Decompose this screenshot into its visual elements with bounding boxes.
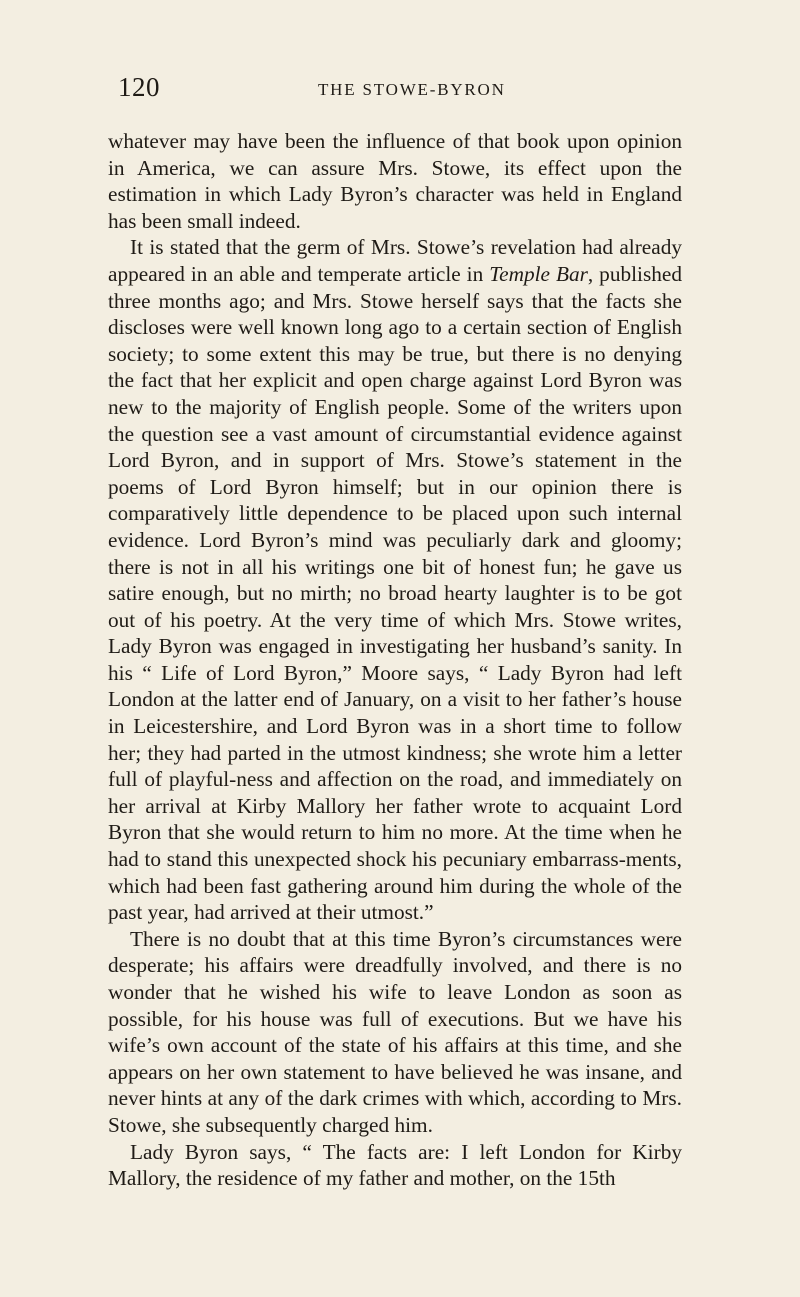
publication-title-temple-bar: Temple Bar [489,261,588,286]
body-text [108,128,682,1192]
paragraph-4: Lady Byron says, “ The facts are: I left London for Kirby Mallory, the residence of my father and mother, on the 15th [108,1139,682,1191]
paragraph-2-part-1: It is stated that the germ of Mrs. Stowe’s revelation had already appeared in an able and temperate article in [108,235,682,286]
page-header [118,72,678,112]
paragraph-2-part-2: , published three months ago; and Mrs. Stowe herself says that the facts she discloses were well known long ago to a certain section of English society; to some extent this may be true, but there is no denying the fact that her explicit and open charge against Lord Byron was new to the majority of English people. Some of the writers upon the question see a vast amount of circumstantial evidence against Lord Byron, and in support of Mrs. Stowe’s statement in the poems of Lord Byron himself; but in our opinion there is comparatively little dependence to be placed upon such internal evidence. Lord Byron’s mind was peculiarly dark and gloomy; there is not in all his writings one bit of honest fun; he gave us satire enough, but no mirth; no broad hearty laughter is to be got out of his poetry. At the very time of which Mrs. Stowe writes, Lady Byron was engaged in investigating her husband’s sanity. In his “ Life of Lord Byron,” Moore says, “ Lady Byron had left London at the latter end of January, on a visit to her father’s house in Leicestershire, and Lord Byron was in a short time to follow her; they had parted in the utmost kindness; she wrote him a letter full of playful-ness and affection on the road, and immediately on her arrival at Kirby Mallory her father wrote to acquaint Lord Byron that she would return to him no more. At the time when he had to stand this unexpected shock his pecuniary embarrass-ments, which had been fast gathering around him during the whole of the past year, had arrived at their utmost.” [108,261,683,925]
paragraph-1: whatever may have been the influence of that book upon opinion in America, we can assure Mrs. Stowe, its effect upon the estimation in which Lady Byron’s character was held in England has been small indeed. [108,129,682,233]
page-number: 120 [118,72,160,102]
running-title: THE STOWE-BYRON [318,80,506,99]
paragraph-2 [108,234,682,925]
paragraph-3: There is no doubt that at this time Byron’s circumstances were desperate; his affairs were dreadfully involved, and there is no wonder that he wished his wife to leave London as soon as possible, for his house was full of executions. But we have his wife’s own account of the state of his affairs at this time, and she appears on her own statement to have believed he was insane, and never hints at any of the dark crimes with which, according to Mrs. Stowe, she subsequently charged him. [108,926,682,1137]
